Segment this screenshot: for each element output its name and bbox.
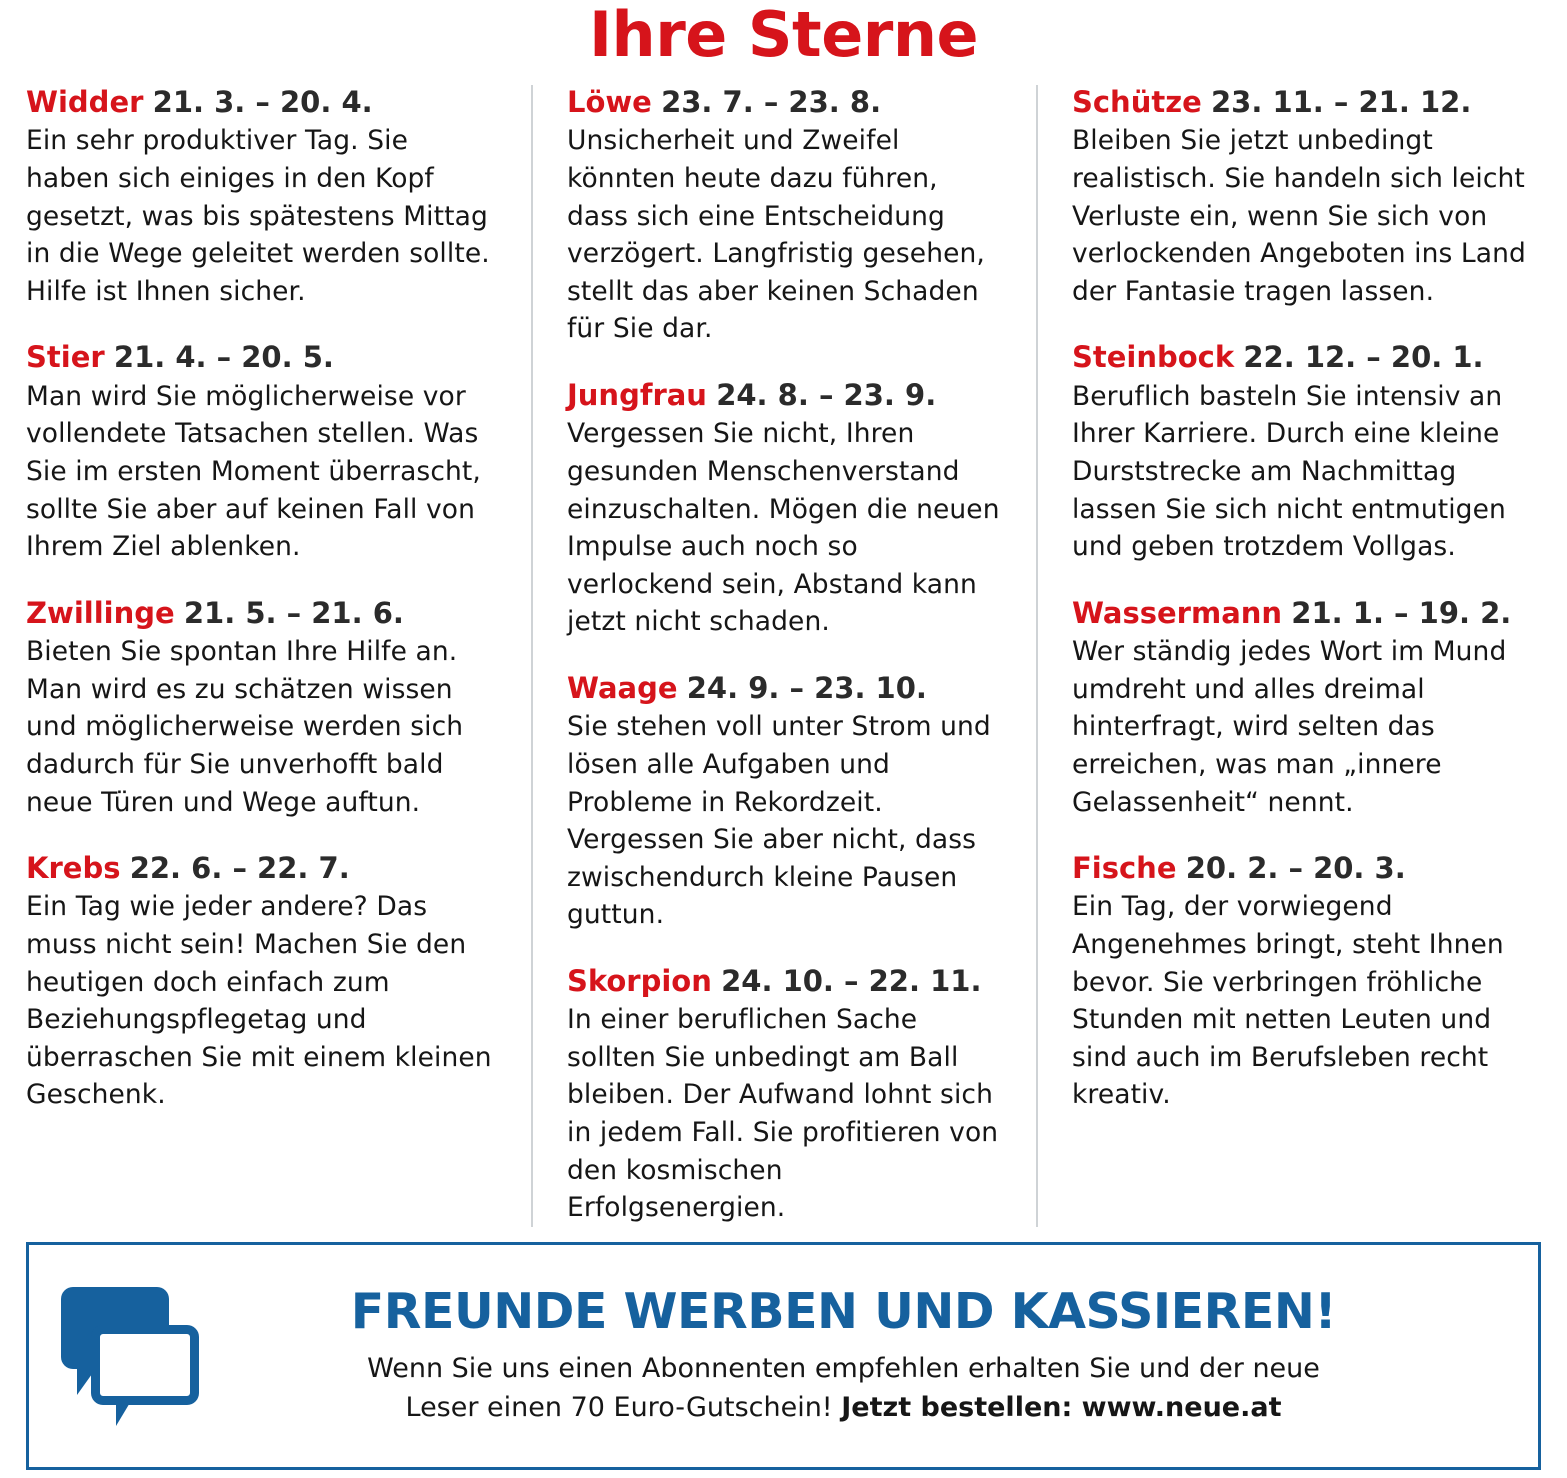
sign-dates: 23. 11. – 21. 12. <box>1210 85 1472 120</box>
sign-block-fische <box>1072 851 1541 1114</box>
sign-dates: 21. 3. – 20. 4. <box>152 85 373 120</box>
column-2 <box>531 85 1036 1227</box>
promo-headline: FREUNDE WERBEN UND KASSIEREN! <box>350 1282 1337 1340</box>
sign-heading <box>1072 85 1541 119</box>
sign-dates: 22. 12. – 20. 1. <box>1243 340 1484 375</box>
sign-heading <box>567 85 1002 119</box>
horoscope-columns <box>26 85 1541 1227</box>
sign-text: Ein Tag, der vorwiegend Angenehmes bringt, steht Ihnen bevor. Sie verbringen fröhliche Stunden mit netten Leuten und sind auch im Berufsleben recht kreativ. <box>1071 891 1504 1111</box>
sign-block-jungfrau <box>567 378 1002 641</box>
sign-text: Ein Tag wie jeder andere? Das muss nicht sein! Machen Sie den heutigen doch einfach zum Beziehungspflegetag und überraschen Sie mit einem kleinen Geschenk. <box>26 891 492 1111</box>
sign-name: Krebs <box>26 851 121 886</box>
promo-line-1: Wenn Sie uns einen Abonnenten empfehlen erhalten Sie und der neue <box>367 1352 1320 1384</box>
sign-heading <box>1072 340 1541 374</box>
sign-name: Löwe <box>566 85 652 120</box>
promo-line-2 <box>215 1388 1472 1427</box>
sign-name: Widder <box>26 85 144 120</box>
sign-dates: 21. 1. – 19. 2. <box>1291 595 1512 630</box>
sign-block-zwillinge <box>26 596 497 821</box>
sign-heading <box>26 596 497 630</box>
sign-name: Steinbock <box>1071 340 1235 375</box>
promo-line-2-plain: Leser einen 70 Euro-Gutschein! <box>405 1391 842 1423</box>
sign-name: Fische <box>1071 851 1177 886</box>
sign-block-widder <box>26 85 497 310</box>
sign-text: Bleiben Sie jetzt unbedingt realistisch. Sie handeln sich leicht Verluste ein, wenn Sie sich von verlockenden Angeboten ins Land der Fantasie tragen lassen. <box>1071 125 1526 307</box>
sign-heading <box>567 671 1002 705</box>
sign-block-krebs <box>26 851 497 1114</box>
promo-banner[interactable] <box>26 1242 1541 1470</box>
sign-heading <box>567 964 1002 998</box>
sign-heading <box>26 851 497 885</box>
sign-text: Ein sehr produktiver Tag. Sie haben sich einiges in den Kopf gesetzt, was bis spätestens Mittag in die Wege geleitet werden sollte. Hilfe ist Ihnen sicher. <box>26 125 490 307</box>
promo-body <box>215 1282 1512 1427</box>
sign-text: Wer ständig jedes Wort im Mund umdreht und alles dreimal hinterfragt, wird selten das erreichen, was man „innere Gelassenheit“ nennt. <box>1071 636 1507 818</box>
sign-name: Wassermann <box>1071 595 1283 630</box>
sign-text: Sie stehen voll unter Strom und lösen alle Aufgaben und Probleme in Rekordzeit. Vergessen Sie aber nicht, dass zwischendurch kleine Pausen guttun. <box>566 711 991 931</box>
sign-dates: 24. 8. – 23. 9. <box>716 378 937 413</box>
sign-dates: 24. 9. – 23. 10. <box>686 671 927 706</box>
sign-name: Skorpion <box>566 964 712 998</box>
sign-dates: 22. 6. – 22. 7. <box>129 851 350 886</box>
sign-dates: 23. 7. – 23. 8. <box>661 85 882 120</box>
sign-block-waage <box>567 671 1002 934</box>
sign-name: Waage <box>566 671 678 706</box>
sign-heading <box>567 378 1002 412</box>
sign-block-stier <box>26 340 497 565</box>
sign-dates: 21. 5. – 21. 6. <box>183 595 404 630</box>
sign-name: Zwillinge <box>26 595 175 630</box>
sign-text: In einer beruflichen Sache sollten Sie unbedingt am Ball bleiben. Der Aufwand lohnt sich in jedem Fall. Sie profitieren von den kosmischen Erfolgsenergien. <box>566 1004 999 1224</box>
sign-dates: 24. 10. – 22. 11. <box>721 964 982 998</box>
horoscope-page <box>0 2 1567 1478</box>
sign-name: Schütze <box>1071 85 1202 120</box>
sign-text: Unsicherheit und Zweifel könnten heute dazu führen, dass sich eine Entscheidung verzögert. Langfristig gesehen, stellt das aber keinen Schaden für Sie dar. <box>566 125 985 345</box>
page-title: Ihre Sterne <box>588 0 979 71</box>
column-3 <box>1036 85 1541 1227</box>
sign-name: Stier <box>26 340 105 375</box>
promo-order-link[interactable]: Jetzt bestellen: www.neue.at <box>841 1391 1282 1423</box>
sign-heading <box>1072 596 1541 630</box>
sign-block-loewe <box>567 85 1002 348</box>
speech-bubbles-icon <box>55 1281 205 1431</box>
sign-dates: 21. 4. – 20. 5. <box>113 340 334 375</box>
sign-block-wassermann <box>1072 596 1541 821</box>
sign-heading <box>1072 851 1541 885</box>
sign-block-skorpion <box>567 964 1002 1227</box>
sign-text: Beruflich basteln Sie intensiv an Ihrer Karriere. Durch eine kleine Durststrecke am Nachmittag lassen Sie sich nicht entmutigen und geben trotzdem Vollgas. <box>1071 380 1506 563</box>
sign-name: Jungfrau <box>566 378 707 413</box>
sign-text: Vergessen Sie nicht, Ihren gesunden Menschenverstand einzuschalten. Mögen die neuen Impulse auch noch so verlockend sein, Abstand kann jetzt nicht schaden. <box>566 418 1000 638</box>
sign-block-schuetze <box>1072 85 1541 310</box>
sign-text: Bieten Sie spontan Ihre Hilfe an. Man wird es zu schätzen wissen und möglicherweise werden sich dadurch für Sie unverhofft bald neue Türen und Wege auftun. <box>26 636 464 818</box>
sign-heading <box>26 340 497 374</box>
sign-dates: 20. 2. – 20. 3. <box>1185 851 1406 886</box>
column-1 <box>26 85 531 1227</box>
sign-text: Man wird Sie möglicherweise vor vollendete Tatsachen stellen. Was Sie im ersten Moment überrascht, sollte Sie aber auf keinen Fall von Ihrem Ziel ablenken. <box>26 380 481 563</box>
sign-heading <box>26 85 497 119</box>
sign-block-steinbock <box>1072 340 1541 565</box>
